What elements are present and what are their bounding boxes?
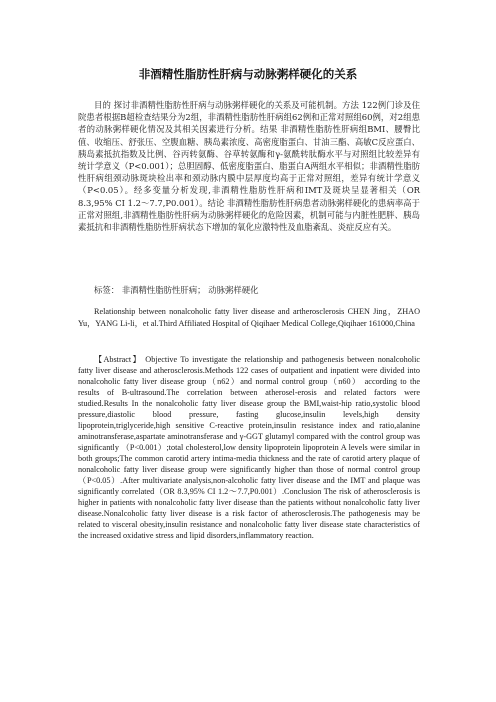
chinese-keywords-block xyxy=(78,284,420,296)
english-title-authors: Relationship between nonalcoholic fatty liver disease and artherosclerosis CHEN Jing，ZHAO Yu，YANG Li-li，et al.Third Affiliated Hospital of Qiqihaer Medical College,Qiqihaer 161000,China xyxy=(78,307,420,328)
english-title-authors-block xyxy=(78,306,420,330)
chinese-abstract: 目的 探讨非酒精性脂肪性肝病与动脉粥样硬化的关系及可能机制。方法 122例门诊及住院患者根据B超检查结果分为2组，非酒精性脂肪性肝病组62例和正常对照组60例，对2组患者的动脉粥样硬化情况及其相关因素进行分析。结果 非酒精性脂肪性肝病组BMI、腰臀比值、收缩压、舒张压、空腹血糖、胰岛素浓度、高密度脂蛋白、甘油三酯、高敏C反应蛋白、胰岛素抵抗指数及比例、谷丙转氨酶、谷草转氨酶和γ-氨酰转肽酶水平与对照组比较差异有统计学意义（P<0.001）；总胆固醇、低密度脂蛋白、脂蛋白A两组水平相似；非酒精性脂肪性肝病组颈动脉斑块检出率和颈动脉内膜中层厚度均高于正常对照组，差异有统计学意义（P<0.05）。经多变量分析发现,非酒精性脂肪性肝病和IMT及斑块呈显著相关（OR 8.3,95% CI 1.2～7.7,P0.001）。结论 非酒精性脂肪性肝病患者动脉粥样硬化的患病率高于正常对照组,非酒精性脂肪性肝病为动脉粥样硬化的危险因素，机制可能与内脏性肥胖、胰岛素抵抗和非酒精性脂肪性肝病状态下增加的氧化应激特性及血脂紊乱、炎症反应有关。 xyxy=(78,100,420,233)
english-abstract: 【Abstract】 Objective To investigate the relationship and pathogenesis between nonalcoholic fatty liver disease and atherosclerosis.Methods 122 cases of outpatient and inpatient were divided into nonalcoholic fatty liver disease group（n62）and normal control group（n60） according to the results of B-ultrasound.The correlation between atherosel-erosis and related factors were studied.Results In the nonalcoholic fatty liver disease group the BMI,waist-hip ratio,systolic blood pressure,diastolic blood pressure, fasting glucose,insulin levels,high density lipoprotein,triglyceride,high sensitive C-reactive protein,insulin resistance index and ratio,alanine aminotransferase,aspartate aminotransferase and γ-GGT glutamyl compared with the control group was significantly （P<0.001）;total cholesterol,low density lipoprotein lipoprotein A levels were similar in both groups;The common carotid artery intima-media thickness and the rate of carotid artery plaque of nonalcoholic fatty liver disease group were significantly higher than those of normal control group（P<0.05）.After multivariate analysis,non-alcoholic fatty liver disease and the IMT and plaque was significantly correlated（OR 8.3,95% CI 1.2～7.7,P0.001）.Conclusion The risk of atherosclerosis is higher in patients with nonalcoholic fatty liver disease than the patients without nonalcoholic fatty liver disease.Nonalcoholic fatty liver disease is a risk factor of atherosclerosis.The pathogenesis may be related to visceral obesity,insulin resistance and nonalcoholic fatty liver disease state characteristics of the increased oxidative stress and lipid disorders,inflammatory reaction. xyxy=(78,355,420,540)
english-abstract-block xyxy=(78,354,420,541)
chinese-abstract-block xyxy=(78,99,420,233)
chinese-keywords: 标签： 非酒精性脂肪性肝病； 动脉粥样硬化 xyxy=(94,285,259,295)
paper-title: 非酒精性脂肪性肝病与动脉粥样硬化的关系 xyxy=(138,67,358,81)
